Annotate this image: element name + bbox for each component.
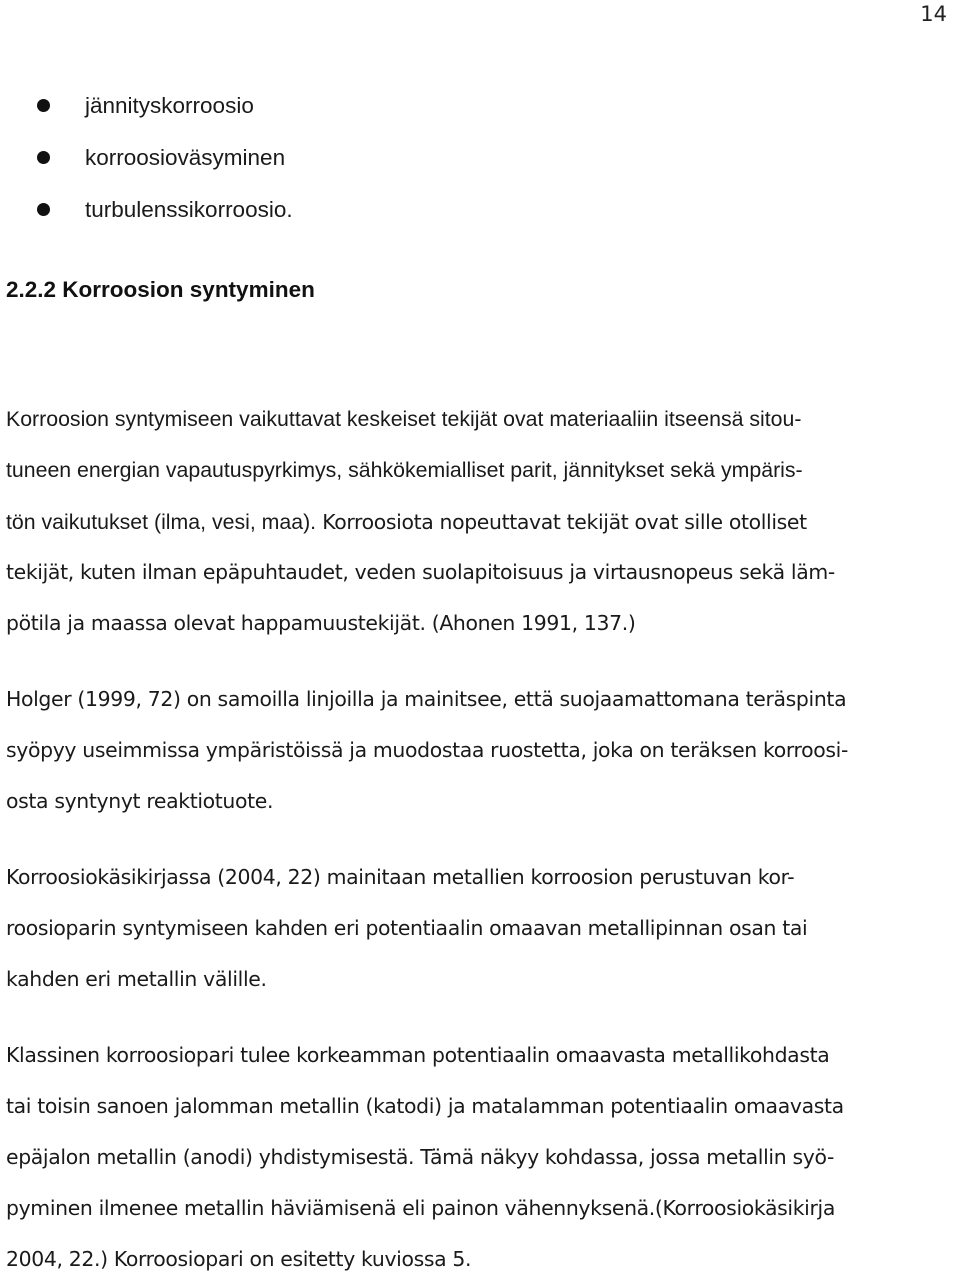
paragraph-line: Korroosion syntymiseen vaikuttavat keskeiset tekijät ovat materiaaliin itseensä sitou- — [6, 407, 802, 431]
bullet-item — [0, 134, 900, 186]
paragraph-line: roosioparin syntymiseen kahden eri potentiaalin omaavan metallipinnan osan tai — [6, 916, 808, 940]
bullet-text: jännityskorroosio — [85, 93, 254, 118]
paragraph-line: Holger (1999, 72) on samoilla linjoilla ja mainitsee, että suojaamattomana teräspinta — [6, 687, 847, 711]
paragraph-line: Klassinen korroosiopari tulee korkeamman potentiaalin omaavasta metallikohdasta — [6, 1043, 830, 1067]
paragraph — [6, 674, 956, 827]
paragraph-line: Korroosiokäsikirjassa (2004, 22) mainitaan metallien korroosion perustuvan kor- — [6, 865, 795, 889]
section-heading: 2.2.2 Korroosion syntyminen — [6, 277, 315, 302]
paragraph — [6, 1030, 956, 1285]
paragraph-line: tai toisin sanoen jalomman metallin (katodi) ja matalamman potentiaalin omaavasta — [6, 1094, 844, 1118]
page-number: 14 — [920, 2, 947, 26]
paragraph-line: syöpyy useimmissa ympäristöissä ja muodostaa ruostetta, joka on teräksen korroosi- — [6, 738, 848, 762]
paragraph-line-part: Korroosiota nopeuttavat tekijät ovat sille otolliset — [316, 510, 807, 534]
paragraph — [6, 394, 956, 649]
bullet-text: turbulenssikorroosio. — [85, 197, 293, 222]
bullet-dot-icon — [37, 151, 50, 164]
paragraph-line: tuneen energian vapautuspyrkimys, sähkökemialliset parit, jännitykset sekä ympäris- — [6, 458, 803, 482]
paragraph-line-part: tön vaikutukset (ilma, vesi, maa). — [6, 510, 317, 534]
paragraph-line: osta syntynyt reaktiotuote. — [6, 789, 274, 813]
paragraph-line: 2004, 22.) Korroosiopari on esitetty kuviossa 5. — [6, 1247, 472, 1271]
paragraph-line — [6, 496, 956, 547]
bullet-item — [0, 82, 900, 134]
bullet-item — [0, 186, 900, 238]
bullet-dot-icon — [37, 99, 50, 112]
paragraph-line: pötila ja maassa olevat happamuustekijät. (Ahonen 1991, 137.) — [6, 611, 636, 635]
paragraph — [6, 852, 956, 1005]
bullet-text: korroosioväsyminen — [85, 145, 286, 170]
paragraph-line: pyminen ilmenee metallin häviämisenä eli painon vähennyksenä.(Korroosiokäsikirja — [6, 1196, 835, 1220]
paragraph-line: tekijät, kuten ilman epäpuhtaudet, veden suolapitoisuus ja virtausnopeus sekä läm- — [6, 560, 835, 584]
paragraph-line: kahden eri metallin välille. — [6, 967, 267, 991]
bullet-dot-icon — [37, 203, 50, 216]
paragraph-line: epäjalon metallin (anodi) yhdistymisestä. Tämä näkyy kohdassa, jossa metallin syö- — [6, 1145, 834, 1169]
